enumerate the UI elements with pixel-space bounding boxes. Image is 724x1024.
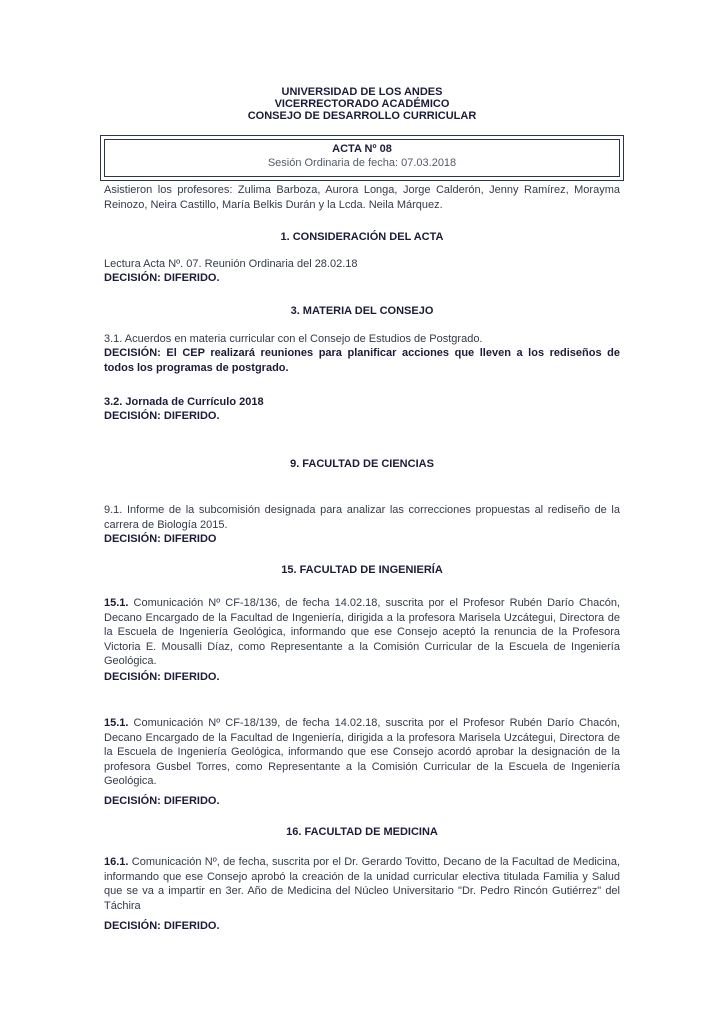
acta-number: ACTA Nº 08 — [332, 143, 392, 155]
section-title-3: 3. MATERIA DEL CONSEJO — [290, 305, 434, 317]
section-1-decision: DECISIÓN: DIFERIDO. — [104, 272, 220, 284]
section-15-item-1-number: 15.1. — [104, 597, 129, 609]
section-16-item-1-decision: DECISIÓN: DIFERIDO. — [104, 920, 220, 932]
section-title-15: 15. FACULTAD DE INGENIERÍA — [281, 564, 443, 576]
section-1-text: Lectura Acta Nº. 07. Reunión Ordinaria del 28.02.18 — [104, 258, 358, 270]
acta-box — [104, 139, 620, 177]
section-15-item-2-text: Comunicación Nº CF-18/139, de fecha 14.02.18, suscrita por el Profesor Rubén Darío Chacón, Decano Encargado de la Facultad de Ingeniería, dirigida a la profesora Marisela Uzcátegui, Directora de la Escuela de Ingeniería Geológica, informando que ese Consejo acordó aprobar la designación de la profesora Gusbel Torres, como Representante a la Comisión Curricular de la Escuela de Ingeniería Geológica. — [104, 717, 620, 787]
section-3-item-1-text: 3.1. Acuerdos en materia curricular con el Consejo de Estudios de Postgrado. — [104, 333, 483, 345]
acta-session: Sesión Ordinaria de fecha: 07.03.2018 — [267, 157, 457, 169]
section-15-item-1-text: Comunicación Nº CF-18/136, de fecha 14.02.18, suscrita por el Profesor Rubén Darío Chacón, Decano Encargado de la Facultad de Ingeniería, dirigida a la profesora Marisela Uzcátegui, Directora de la Escuela de Ingeniería Geológica, informando que ese Consejo aceptó la renuncia de la Profesora Victoria E. Mousalli Díaz, como Representante a la Comisión Curricular de la Escuela de Ingeniería Geológica. — [104, 597, 620, 667]
attendance-paragraph: Asistieron los profesores: Zulima Barboza, Aurora Longa, Jorge Calderón, Jenny Ramírez, Morayma Reinozo, Neira Castillo, María Belkis Durán y la Lcda. Neila Márquez. — [104, 184, 620, 211]
section-3-item-2-decision: DECISIÓN: DIFERIDO. — [104, 410, 220, 422]
section-15-item-2 — [104, 716, 620, 789]
section-3-item-1-decision: DECISIÓN: El CEP realizará reuniones para planificar acciones que lleven a los rediseños de todos los programas de postgrado. — [104, 347, 620, 374]
university-name: UNIVERSIDAD DE LOS ANDES — [281, 86, 443, 98]
section-16-item-1 — [104, 855, 620, 913]
section-16-item-1-number: 16.1. — [104, 856, 129, 868]
section-9-text: 9.1. Informe de la subcomisión designada para analizar las correcciones propuestas al rediseño de la carrera de Biología 2015. — [104, 504, 620, 531]
vice-rectorate-name: VICERRECTORADO ACADÉMICO — [274, 98, 450, 110]
section-title-16: 16. FACULTAD DE MEDICINA — [286, 826, 438, 838]
section-16-item-1-text: Comunicación Nº, de fecha, suscrita por el Dr. Gerardo Tovitto, Decano de la Facultad de Medicina, informando que ese Consejo aprobó la creación de la unidad curricular electiva titulada Familia y Salud que se va a impartir en 3er. Año de Medicina del Núcleo Universitario "Dr. Pedro Rincón Gutiérrez" del Táchira — [104, 856, 620, 912]
council-name: CONSEJO DE DESARROLLO CURRICULAR — [247, 110, 477, 122]
section-3-item-2-title: 3.2. Jornada de Currículo 2018 — [104, 396, 264, 408]
section-15-item-2-number: 15.1. — [104, 717, 129, 729]
document-header — [0, 86, 724, 122]
section-title-1: 1. CONSIDERACIÓN DEL ACTA — [280, 231, 444, 243]
section-15-item-1 — [104, 596, 620, 669]
section-15-item-2-decision: DECISIÓN: DIFERIDO. — [104, 795, 220, 807]
section-15-item-1-decision: DECISIÓN: DIFERIDO. — [104, 671, 220, 683]
section-9-decision: DECISIÓN: DIFERIDO — [104, 533, 217, 545]
section-title-9: 9. FACULTAD DE CIENCIAS — [290, 458, 434, 470]
